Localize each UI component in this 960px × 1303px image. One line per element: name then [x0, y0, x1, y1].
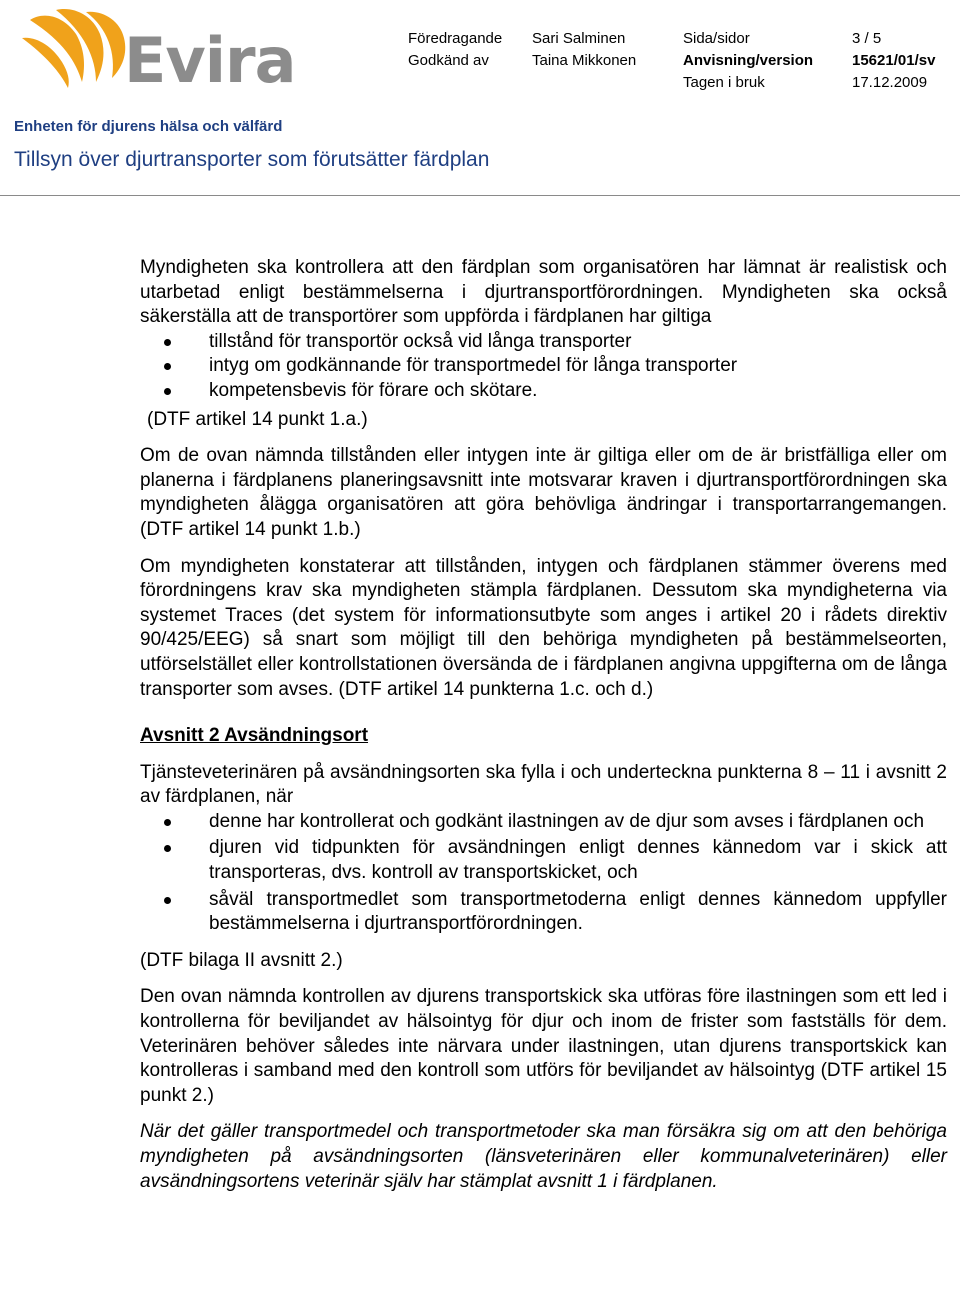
header-label-approved: Godkänd av [408, 52, 489, 69]
list-item [140, 379, 947, 404]
section-heading: Avsnitt 2 Avsändningsort [140, 725, 369, 747]
bullet-list-1 [140, 330, 947, 404]
reference-2: (DTF bilaga II avsnitt 2.) [140, 949, 343, 971]
document-title: Tillsyn över djurtransporter som förutsätter färdplan [14, 148, 490, 171]
header-value-version: 15621/01/sv [852, 52, 936, 69]
list-item [140, 836, 947, 885]
list-item [140, 330, 947, 355]
logo-wordmark: Evira [124, 24, 296, 97]
evira-logo [22, 8, 296, 97]
reference-1: (DTF artikel 14 punkt 1.a.) [147, 408, 368, 430]
paragraph-2: Om de ovan nämnda tillstånden eller intygen inte är giltiga eller om de är bristfälliga eller om planerna i färdplanens planeringsavsnitt inte motsvarar kraven i djurtransportförordningen ska myndigheten ålägga organisatören att göra behövliga ändringar i transportarrangemangen. (DTF artikel 14 punkt 1.b.) [140, 445, 947, 540]
list-item [140, 354, 947, 379]
list-item-text: denne har kontrollerat och godkänt ilastningen av de djur som avses i färdplanen och [209, 810, 925, 832]
header-label-presenter: Föredragande [408, 30, 503, 47]
header-value-pages: 3 / 5 [852, 30, 882, 47]
bullet-icon [164, 897, 171, 904]
bullet-icon [164, 363, 171, 370]
list-item [140, 888, 947, 937]
paragraph-5: Den ovan nämnda kontrollen av djurens transportskick ska utföras före ilastningen som ett led i kontrollerna för beviljandet av hälsointyg för djur och inom de frister som fastställs för dem. Veterinären behöver således inte närvara under ilastningen, utan djurens transportskick kan kontrolleras i samband med den kontroll som utförs för beviljandet av hälsointyg (DTF artikel 15 punkt 2.) [140, 986, 947, 1106]
header-value-presenter: Sari Salminen [532, 30, 626, 47]
header-label-pages: Sida/sidor [683, 30, 750, 47]
paragraph-6: När det gäller transportmedel och transportmetoder ska man försäkra sig om att den behöriga myndigheten på avsändningsorten (länsveterinären eller kommunalveterinären) eller avsändningsortens veterinär själv har stämplat avsnitt 1 i färdplanen. [140, 1121, 947, 1192]
list-item-text: kompetensbevis för förare och skötare. [209, 379, 538, 401]
paragraph-3: Om myndigheten konstaterar att tillstånden, intygen och färdplanen stämmer överens med förordningens krav ska myndigheten stämpla färdplanen. Dessutom ska myndigheterna via systemet Traces (det system för informationsutbyte som anges i artikel 20 i rådets direktiv 90/425/EEG) så snart som möjligt till den behöriga myndigheten på bestämmelseorten, utförselstället eller kontrollstationen översända de i färdplanen angivna uppgifterna om de långa transporter som avses. (DTF artikel 14 punkterna 1.c. och d.) [140, 555, 947, 700]
list-item-text: intyg om godkännande för transportmedel för långa transporter [209, 355, 738, 377]
header-label-effective: Tagen i bruk [683, 74, 765, 91]
header-value-effective: 17.12.2009 [852, 74, 928, 91]
bullet-icon [164, 819, 171, 826]
bullet-icon [164, 845, 171, 852]
list-item-text: såväl transportmedlet som transportmetoderna enligt dennes kännedom uppfyller bestämmelserna i djurtransportförordningen. [209, 888, 947, 935]
bullet-icon [164, 339, 171, 346]
header-value-approved: Taina Mikkonen [532, 52, 637, 69]
document-body [140, 256, 947, 1194]
bullet-list-2 [140, 810, 947, 937]
bullet-icon [164, 388, 171, 395]
paragraph-4: Tjänsteveterinären på avsändningsorten ska fylla i och underteckna punkterna 8 – 11 i avsnitt 2 av färdplanen, när [140, 761, 947, 808]
unit-name: Enheten för djurens hälsa och välfärd [14, 118, 283, 135]
list-item [140, 810, 947, 835]
paragraph-1: Myndigheten ska kontrollera att den färdplan som organisatören har lämnat är realistisk och utarbetad enligt bestämmelserna i djurtransportförordningen. Myndigheten ska också säkerställa att de transportörer som uppförda i färdplanen har giltiga [140, 257, 947, 328]
header-divider [0, 195, 960, 196]
list-item-text: tillstånd för transportör också vid långa transporter [209, 330, 632, 352]
header-label-version: Anvisning/version [683, 52, 814, 69]
list-item-text: djuren vid tidpunkten för avsändningen enligt dennes kännedom var i skick att transporteras, dvs. kontroll av transportskicket, och [209, 837, 947, 884]
